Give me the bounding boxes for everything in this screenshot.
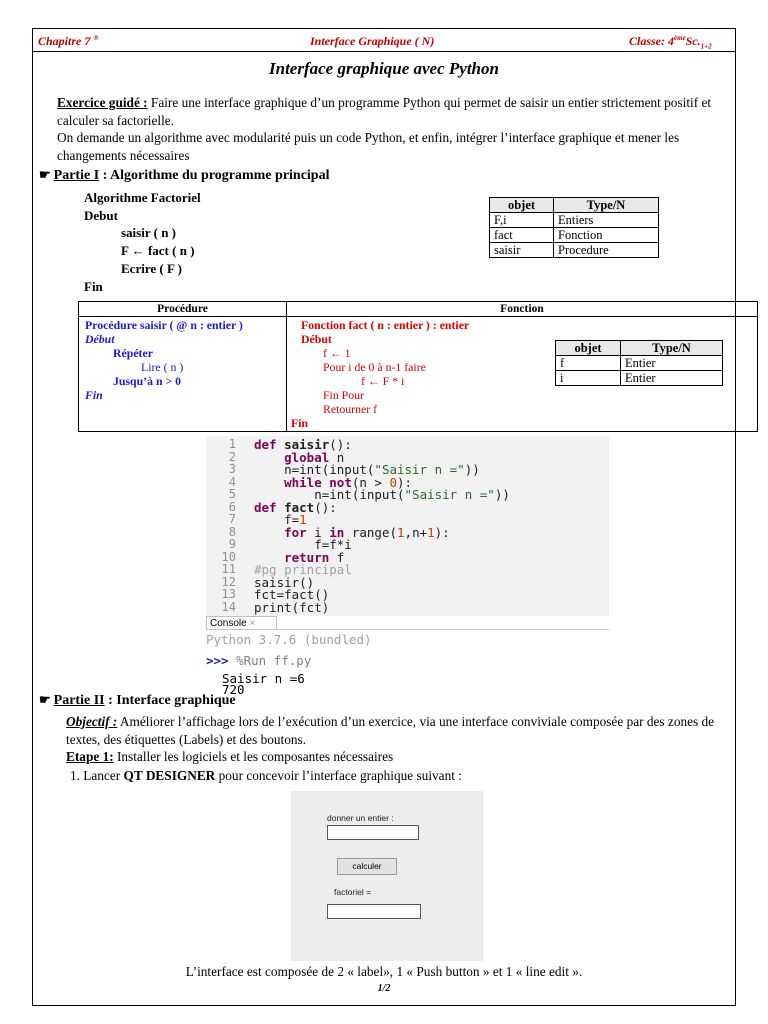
line-number: 7 xyxy=(228,512,236,526)
code-line: saisir() xyxy=(254,574,315,590)
table-row xyxy=(556,371,723,386)
interface-caption: L’interface est composée de 2 « label», 1 « Push button » et 1 « line edit ». xyxy=(185,964,583,979)
part2-heading xyxy=(39,692,236,709)
qt-form-preview xyxy=(291,791,483,961)
code-line: global n xyxy=(284,449,345,465)
step1-text: 1. Lancer xyxy=(70,768,124,783)
table-header: Type/N xyxy=(621,341,723,356)
pointing-hand-icon: ☛ xyxy=(39,692,51,707)
function-header: Fonction xyxy=(287,302,757,317)
part1-heading xyxy=(39,167,329,184)
console-command: >>> %Run ff.py xyxy=(206,653,312,668)
objectif-paragraph xyxy=(66,713,723,748)
func-line: Fonction fact ( n : entier ) : entier xyxy=(301,318,470,332)
step1-text: pour concevoir l’interface graphique suivant : xyxy=(215,768,462,783)
line-number: 4 xyxy=(228,474,236,489)
etape-label: Etape 1: xyxy=(66,749,114,764)
qt-label-entier: donner un entier : xyxy=(327,813,394,823)
step1-paragraph xyxy=(70,767,462,785)
part2-title: : Interface graphique xyxy=(104,693,236,708)
line-number: 3 xyxy=(228,462,236,476)
qt-label-factoriel: factoriel = xyxy=(334,887,372,897)
pointing-hand-icon: ☛ xyxy=(39,167,51,182)
table-row xyxy=(490,243,659,258)
table-cell: Entier xyxy=(621,371,723,386)
table-header: objet xyxy=(556,341,621,356)
modules-table xyxy=(78,301,758,432)
line-number: 8 xyxy=(228,524,236,539)
func-line: f ← 1 xyxy=(323,346,351,360)
func-line: Pour i de 0 à n-1 faire xyxy=(323,360,426,374)
code-line: while not(n > 0): xyxy=(284,474,413,490)
table-cell: f xyxy=(556,356,621,371)
code-line: #pg principal xyxy=(254,562,352,577)
page-header xyxy=(33,29,735,52)
code-line: def saisir(): xyxy=(254,437,352,452)
part1-title: : Algorithme du programme principal xyxy=(99,168,330,183)
algo-line: Debut xyxy=(84,208,118,223)
console-divider xyxy=(206,629,609,630)
exercise-intro xyxy=(57,94,724,164)
exercise-text-2: On demande un algorithme avec modularité puis un code Python, et enfin, intégrer l’interface graphique et mener les changements nécessaires xyxy=(57,130,680,163)
code-line: return f xyxy=(284,549,345,565)
qt-designer-name: QT DESIGNER xyxy=(123,768,216,783)
objectif-text: Améliorer l’affichage lors de l’exécution d’un exercice, via une interface conviviale composée par des zones de textes, des étiquettes (Labels) et des boutons. xyxy=(66,714,715,747)
table-cell: saisir xyxy=(490,243,554,258)
code-line: for i in range(1,n+1): xyxy=(284,524,450,540)
column-divider xyxy=(286,302,287,431)
func-line: Début xyxy=(301,332,332,346)
line-gutter xyxy=(206,436,246,616)
func-line: Fin xyxy=(291,416,309,430)
proc-line: Lire ( n ) xyxy=(141,360,184,374)
func-line: Retourner f xyxy=(323,402,378,416)
table-row xyxy=(556,356,723,371)
line-number: 14 xyxy=(221,599,236,614)
console-output: Saisir n =6 xyxy=(222,671,305,686)
code-line: f=f*i xyxy=(254,537,352,552)
tab-console[interactable]: Console × xyxy=(206,616,277,630)
qt-line-edit[interactable] xyxy=(327,825,419,840)
table-row xyxy=(490,213,659,228)
code-line: fct=fact() xyxy=(254,587,330,602)
table-cell: Entier xyxy=(621,356,723,371)
proc-line: Procédure saisir ( @ n : entier ) xyxy=(85,318,243,332)
proc-line: Jusqu’à n > 0 xyxy=(113,374,182,388)
code-line: f=1 xyxy=(254,512,307,527)
algo-line: Fin xyxy=(84,279,103,294)
func-line: f ← F * i xyxy=(361,374,405,388)
algo-line: Algorithme Factoriel xyxy=(84,190,201,205)
code-line: def fact(): xyxy=(254,499,337,515)
tdo-main-table xyxy=(489,197,659,258)
proc-line: Répéter xyxy=(113,346,153,360)
proc-line: Début xyxy=(85,332,115,346)
line-number: 10 xyxy=(221,549,236,564)
line-number: 12 xyxy=(221,574,236,589)
table-cell: F,i xyxy=(490,213,554,228)
table-cell: Procedure xyxy=(554,243,659,258)
code-line: n=int(input("Saisir n =")) xyxy=(254,462,480,477)
procedure-header: Procédure xyxy=(79,302,286,317)
table-cell: i xyxy=(556,371,621,386)
topic-label: Interface Graphique ( N) xyxy=(310,34,435,48)
line-number: 6 xyxy=(228,499,236,514)
etape-text: Installer les logiciels et les composantes nécessaires xyxy=(113,749,394,764)
exercise-label: Exercice guidé : xyxy=(57,95,148,110)
code-line: n=int(input("Saisir n =")) xyxy=(254,487,510,502)
line-number: 5 xyxy=(228,487,236,501)
table-cell: Fonction xyxy=(554,228,659,243)
algo-line: F ← fact ( n ) xyxy=(121,243,195,258)
line-number: 1 xyxy=(228,437,236,451)
code-editor xyxy=(206,436,609,694)
qt-calculer-button[interactable]: calculer xyxy=(337,858,397,875)
close-icon[interactable]: × xyxy=(249,618,256,629)
part2-label: Partie II xyxy=(53,693,105,708)
qt-output-field xyxy=(327,904,421,919)
table-cell: fact xyxy=(490,228,554,243)
console-panel xyxy=(206,616,609,694)
table-header: objet xyxy=(490,198,554,213)
page-title: Interface graphique avec Python xyxy=(269,59,499,78)
line-number: 11 xyxy=(221,562,236,576)
console-output: 720 xyxy=(222,682,245,694)
line-number: 13 xyxy=(221,587,236,601)
line-number: 9 xyxy=(228,537,236,551)
algo-line: saisir ( n ) xyxy=(121,225,177,240)
page-number: 1/2 xyxy=(377,983,391,994)
func-line: Fin Pour xyxy=(323,388,364,402)
table-header: Type/N xyxy=(554,198,659,213)
etape-paragraph xyxy=(66,748,393,766)
console-banner: Python 3.7.6 (bundled) xyxy=(206,632,372,647)
class-label: Classe: $4èmeSc._{1+2}$ xyxy=(629,34,712,51)
chapter-label: Chapitre 7 ® xyxy=(38,34,99,48)
proc-line: Fin xyxy=(85,388,103,402)
tdo-func-table xyxy=(555,340,723,386)
algo-line: Ecrire ( F ) xyxy=(121,261,182,276)
code-line: print(fct) xyxy=(254,599,330,615)
exercise-text-1: Faire une interface graphique d’un programme Python qui permet de saisir un entier strictement positif et calculer sa factorielle. xyxy=(57,95,712,128)
part1-label: Partie I xyxy=(53,168,100,183)
page-frame xyxy=(32,28,736,1006)
table-row xyxy=(490,228,659,243)
objectif-label: Objectif : xyxy=(66,714,118,729)
table-cell: Entiers xyxy=(554,213,659,228)
line-number: 2 xyxy=(228,449,236,464)
